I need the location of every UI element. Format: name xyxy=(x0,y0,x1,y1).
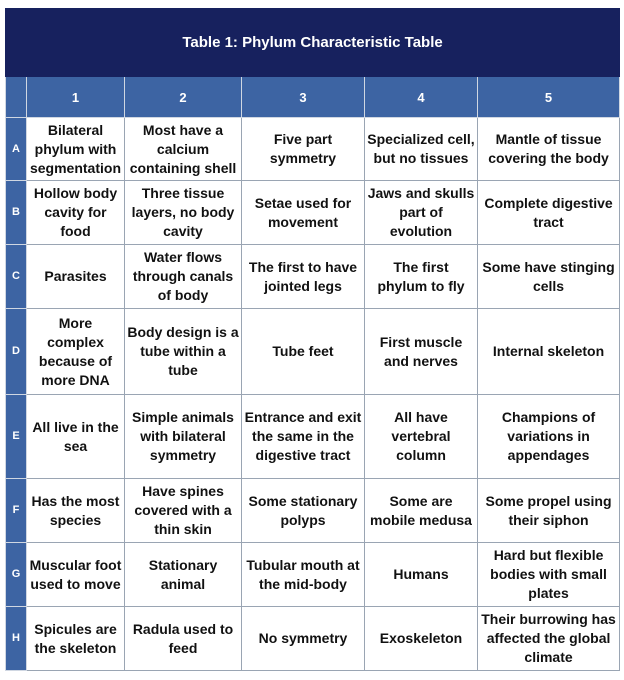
table-cell-g4: Humans xyxy=(365,543,478,607)
table-row xyxy=(6,607,620,671)
column-header-row xyxy=(6,77,620,118)
table-title: Table 1: Phylum Characteristic Table xyxy=(6,9,620,77)
table-cell-f4: Some are mobile medusa xyxy=(365,479,478,543)
table-row xyxy=(6,181,620,245)
row-label-c: C xyxy=(6,245,27,309)
table-row xyxy=(6,309,620,395)
table-cell-d2: Body design is a tube within a tube xyxy=(125,309,242,395)
column-header-3: 3 xyxy=(242,77,365,118)
table-cell-c4: The first phylum to fly xyxy=(365,245,478,309)
table-cell-e3: Entrance and exit the same in the digestive tract xyxy=(242,395,365,479)
table-cell-f1: Has the most species xyxy=(27,479,125,543)
table-row xyxy=(6,245,620,309)
table-cell-g3: Tubular mouth at the mid-body xyxy=(242,543,365,607)
table-cell-d4: First muscle and nerves xyxy=(365,309,478,395)
table-cell-e5: Champions of variations in appendages xyxy=(478,395,620,479)
table-cell-b3: Setae used for movement xyxy=(242,181,365,245)
table-row xyxy=(6,543,620,607)
table-cell-a1: Bilateral phylum with segmentation xyxy=(27,118,125,181)
table-cell-c5: Some have stinging cells xyxy=(478,245,620,309)
table-cell-b1: Hollow body cavity for food xyxy=(27,181,125,245)
corner-cell xyxy=(6,77,27,118)
table-cell-e2: Simple animals with bilateral symmetry xyxy=(125,395,242,479)
table-cell-b2: Three tissue layers, no body cavity xyxy=(125,181,242,245)
table-cell-h2: Radula used to feed xyxy=(125,607,242,671)
table-cell-h5: Their burrowing has affected the global climate xyxy=(478,607,620,671)
table-cell-a4: Specialized cell, but no tissues xyxy=(365,118,478,181)
column-header-2: 2 xyxy=(125,77,242,118)
table-cell-h1: Spicules are the skeleton xyxy=(27,607,125,671)
table-cell-c1: Parasites xyxy=(27,245,125,309)
table-container xyxy=(5,8,619,671)
table-cell-d5: Internal skeleton xyxy=(478,309,620,395)
table-row xyxy=(6,479,620,543)
row-label-f: F xyxy=(6,479,27,543)
row-label-b: B xyxy=(6,181,27,245)
row-label-e: E xyxy=(6,395,27,479)
column-header-5: 5 xyxy=(478,77,620,118)
table-cell-h4: Exoskeleton xyxy=(365,607,478,671)
table-cell-a2: Most have a calcium containing shell xyxy=(125,118,242,181)
table-cell-a5: Mantle of tissue covering the body xyxy=(478,118,620,181)
column-header-4: 4 xyxy=(365,77,478,118)
table-cell-f5: Some propel using their siphon xyxy=(478,479,620,543)
table-row xyxy=(6,118,620,181)
column-header-1: 1 xyxy=(27,77,125,118)
table-cell-d3: Tube feet xyxy=(242,309,365,395)
table-cell-b4: Jaws and skulls part of evolution xyxy=(365,181,478,245)
table-cell-h3: No symmetry xyxy=(242,607,365,671)
row-label-d: D xyxy=(6,309,27,395)
table-cell-b5: Complete digestive tract xyxy=(478,181,620,245)
row-label-h: H xyxy=(6,607,27,671)
table-cell-g5: Hard but flexible bodies with small plates xyxy=(478,543,620,607)
table-cell-c2: Water flows through canals of body xyxy=(125,245,242,309)
row-label-g: G xyxy=(6,543,27,607)
phylum-characteristic-table xyxy=(5,8,620,671)
table-cell-d1: More complex because of more DNA xyxy=(27,309,125,395)
row-label-a: A xyxy=(6,118,27,181)
table-cell-g2: Stationary animal xyxy=(125,543,242,607)
table-cell-a3: Five part symmetry xyxy=(242,118,365,181)
title-row xyxy=(6,9,620,77)
table-cell-c3: The first to have jointed legs xyxy=(242,245,365,309)
table-row xyxy=(6,395,620,479)
table-cell-e4: All have vertebral column xyxy=(365,395,478,479)
table-cell-g1: Muscular foot used to move xyxy=(27,543,125,607)
table-cell-e1: All live in the sea xyxy=(27,395,125,479)
table-cell-f3: Some stationary polyps xyxy=(242,479,365,543)
table-cell-f2: Have spines covered with a thin skin xyxy=(125,479,242,543)
